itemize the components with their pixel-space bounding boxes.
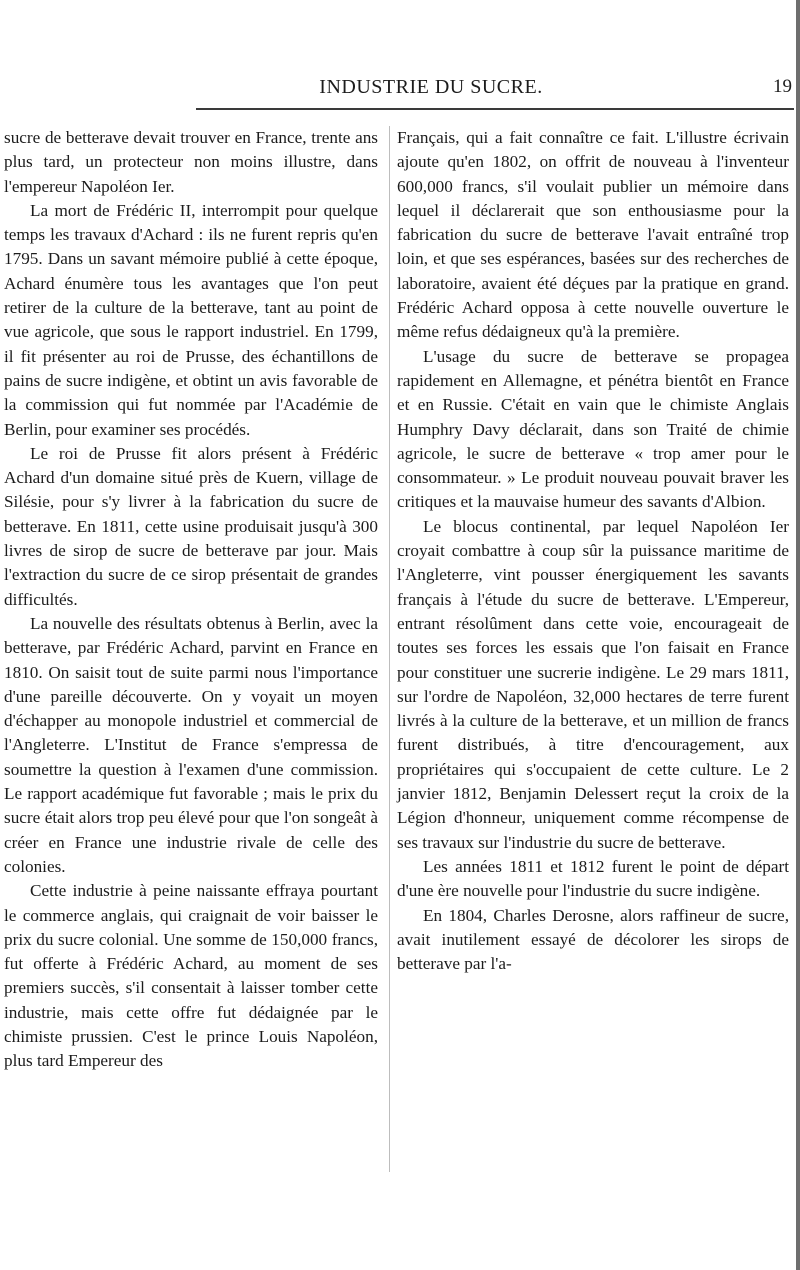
paragraph: Le roi de Prusse fit alors présent à Frédéric Achard d'un domaine situé près de Kuern, village de Silésie, pour s'y livrer à la fabrication du sucre de betterave. En 1811, cette usine produisait jusqu'à 300 livres de sirop de sucre de betterave par jour. Mais l'extraction du sucre de ce sirop présentait de grandes difficultés. — [4, 443, 378, 609]
paragraph: En 1804, Charles Derosne, alors raffineur de sucre, avait inutilement essayé de décolorer les sirops de betterave par l'a- — [397, 905, 789, 974]
paragraph: Les années 1811 et 1812 furent le point de départ d'une ère nouvelle pour l'industrie du sucre indigène. — [397, 856, 789, 901]
paragraph: L'usage du sucre de betterave se propagea rapidement en Allemagne, et pénétra bientôt en France et en Russie. C'était en vain que le chimiste Anglais Humphry Davy déclarait, dans son Traité de chimie agricole, le sucre de betterave « trop amer pour le consommateur. » Le produit nouveau pouvait braver les critiques et la mauvaise humeur des savants d'Albion. — [397, 346, 789, 512]
paragraph: Cette industrie à peine naissante effraya pourtant le commerce anglais, qui craignait de voir baisser le prix du sucre colonial. Une somme de 150,000 francs, fut offerte à Frédéric Achard, au moment de ses premiers succès, s'il consentait à laisser tomber cette industrie, mais cette offre fut dédaignée par le chimiste prussien. C'est le prince Louis Napoléon, plus tard Empereur des — [4, 881, 378, 1071]
header-title: INDUSTRIE DU SUCRE. — [319, 76, 543, 98]
right-column — [397, 126, 789, 976]
paragraph: sucre de betterave devait trouver en France, trente ans plus tard, un protecteur non moins illustre, dans l'empereur Napoléon Ier. — [4, 128, 378, 196]
paragraph: Français, qui a fait connaître ce fait. L'illustre écrivain ajoute qu'en 1802, on offrit de nouveau à l'inventeur 600,000 francs, s'il voulait publier un mémoire dans lequel il déclarerait que son enthousiasme pour la fabrication du sucre de betterave l'avait entraîné trop loin, et que ses espérances, basées sur des recherches de laboratoire, avaient été déçues par la pratique en grand. Frédéric Achard opposa à cette nouvelle ouverture le même refus dédaigneux qu'à la première. — [397, 128, 789, 342]
paragraph: Le blocus continental, par lequel Napoléon Ier croyait combattre à coup sûr la puissance maritime de l'Angleterre, vint pousser énergiquement les savants français à l'étude du sucre de betterave. L'Empereur, entrant résolûment dans cette voie, encourageait de toutes ses forces les essais que l'on faisait en France pour constituer une sucrerie indigène. Le 29 mars 1811, sur l'ordre de Napoléon, 32,000 hectares de terre furent livrés à la culture de la betterave, et un million de francs furent distribués, à titre d'encouragement, aux propriétaires qui s'occupaient de cette culture. Le 2 janvier 1812, Benjamin Delessert reçut la croix de la Légion d'honneur, uniquement comme récompense de ses travaux sur l'industrie du sucre de betterave. — [397, 516, 789, 852]
paragraph: La nouvelle des résultats obtenus à Berlin, avec la betterave, par Frédéric Achard, parvint en France en 1810. On saisit tout de suite parmi nous l'importance d'une pareille découverte. On y voyait un moyen d'échapper au monopole industriel et commercial de l'Angleterre. L'Institut de France s'empressa de soumettre la question à l'examen d'une commission. Le rapport académique fut favorable ; mais le prix du sucre était alors trop peu élevé pour que l'on songeât à créer en France une industrie rivale de celle des colonies. — [4, 613, 378, 876]
left-column — [4, 126, 378, 1074]
paragraph: La mort de Frédéric II, interrompit pour quelque temps les travaux d'Achard : ils ne furent repris qu'en 1795. Dans un savant mémoire publié à cette époque, Achard énumère tous les avantages que l'on peut retirer de la culture de la betterave, tant au point de vue agricole, que sous le rapport industriel. En 1799, il fit présenter au roi de Prusse, des échantillons de pains de sucre indigène, et obtint un avis favorable de la commission qui fut nommée par l'Académie de Berlin, pour examiner ses procédés. — [4, 200, 378, 439]
page-number: 19 — [773, 76, 792, 97]
header-rule — [196, 108, 794, 110]
column-divider — [389, 126, 390, 1172]
page-edge-shadow — [796, 0, 800, 1270]
running-header — [70, 76, 792, 104]
